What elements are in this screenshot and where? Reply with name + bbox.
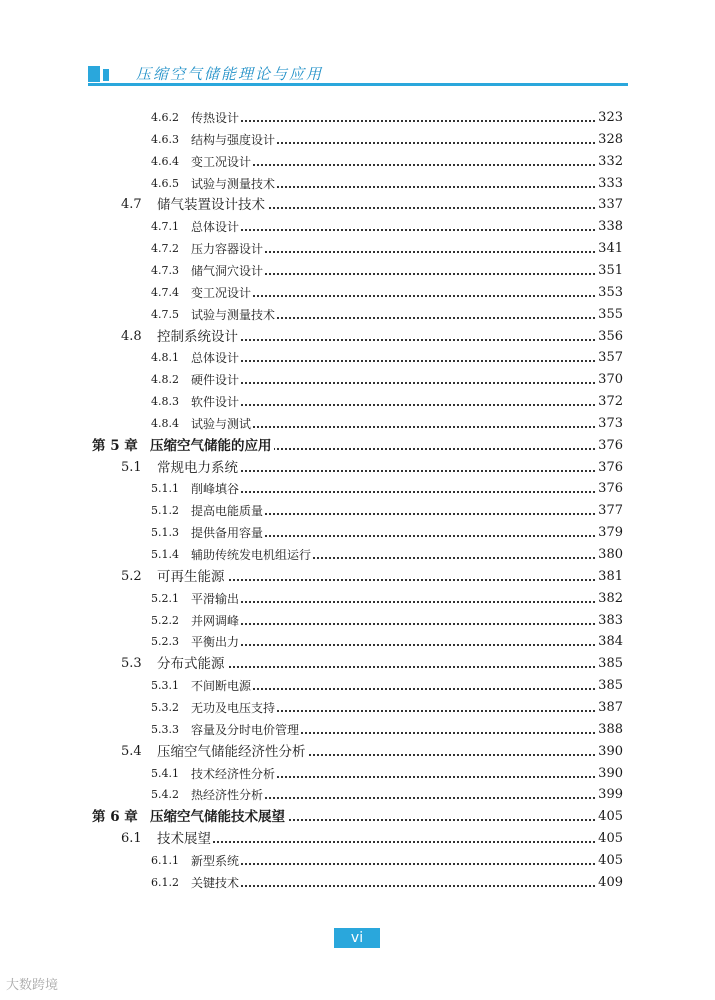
toc-entry-number: 5.4.2 xyxy=(151,788,179,802)
toc-entry[interactable] xyxy=(0,326,715,348)
toc-entry-title: 压缩空气储能技术展望 xyxy=(150,806,287,828)
toc-entry-page: 351 xyxy=(596,260,623,282)
toc-entry-page: 338 xyxy=(596,216,623,238)
toc-entry[interactable] xyxy=(0,478,715,500)
toc-entry-number: 4.8.4 xyxy=(151,416,179,430)
toc-entry-page: 385 xyxy=(596,653,623,675)
toc-entry-number: 5.3 xyxy=(121,656,142,672)
toc-entry-title: 无功及电压支持 xyxy=(191,697,277,719)
toc-entry[interactable] xyxy=(0,697,715,719)
toc-entry-page: 356 xyxy=(596,326,623,348)
toc-entry[interactable] xyxy=(0,741,715,763)
header-accent-block xyxy=(88,66,100,82)
toc-entry-page: 390 xyxy=(596,741,623,763)
toc-entry-number: 5.2 xyxy=(121,568,142,584)
toc-entry-title: 控制系统设计 xyxy=(157,326,240,348)
leader-dots xyxy=(200,644,623,646)
toc-entry-number: 5.3.1 xyxy=(151,679,179,693)
toc-entry-page: 405 xyxy=(596,850,623,872)
toc-entry-page: 405 xyxy=(596,828,623,850)
toc-entry-title: 辅助传统发电机组运行 xyxy=(191,544,313,566)
toc-entry-page: 382 xyxy=(596,588,623,610)
toc-entry-page: 373 xyxy=(596,413,623,435)
leader-dots xyxy=(200,295,623,297)
toc-entry[interactable] xyxy=(0,566,715,588)
toc-entry-title: 热经济性分析 xyxy=(191,784,265,806)
watermark: 大数跨境 xyxy=(6,978,59,993)
toc-entry-number: 第 6 章 xyxy=(92,809,138,826)
toc-entry-title: 并网调峰 xyxy=(191,610,241,632)
toc-entry[interactable] xyxy=(0,872,715,894)
toc-entry[interactable] xyxy=(0,304,715,326)
toc-entry[interactable] xyxy=(0,151,715,173)
toc-entry-number: 5.3.2 xyxy=(151,700,179,714)
toc-entry-title: 平衡出力 xyxy=(191,631,241,653)
toc-entry-number: 4.8 xyxy=(121,328,142,344)
toc-entry[interactable] xyxy=(0,457,715,479)
leader-dots xyxy=(200,885,623,887)
toc-entry[interactable] xyxy=(0,129,715,151)
toc-entry[interactable] xyxy=(0,631,715,653)
toc-entry[interactable] xyxy=(0,850,715,872)
toc-entry-number: 4.7.1 xyxy=(151,220,179,234)
toc-entry-page: 372 xyxy=(596,391,623,413)
toc-entry[interactable] xyxy=(0,828,715,850)
toc-entry-number: 4.8.1 xyxy=(151,351,179,365)
header-accent-block-small xyxy=(103,69,109,81)
toc-entry-number: 4.8.2 xyxy=(151,373,179,387)
toc-entry-title: 压力容器设计 xyxy=(191,238,265,260)
toc-entry-number: 6.1.1 xyxy=(151,853,179,867)
toc-entry-page: 383 xyxy=(596,610,623,632)
toc-entry-number: 5.2.3 xyxy=(151,635,179,649)
header-rule xyxy=(88,83,628,86)
toc-entry-page: 357 xyxy=(596,347,623,369)
toc-entry-page: 390 xyxy=(596,763,623,785)
toc-entry[interactable] xyxy=(0,763,715,785)
toc-entry[interactable] xyxy=(0,806,715,828)
toc-entry[interactable] xyxy=(0,675,715,697)
toc-entry-title: 可再生能源 xyxy=(157,566,227,588)
toc-entry[interactable] xyxy=(0,435,715,457)
toc-entry-number: 5.3.3 xyxy=(151,722,179,736)
toc-entry-number: 4.7.3 xyxy=(151,263,179,277)
leader-dots xyxy=(200,601,623,603)
toc-entry-title: 变工况设计 xyxy=(191,151,253,173)
toc-entry-number: 5.4.1 xyxy=(151,766,179,780)
toc-entry-title: 提供备用容量 xyxy=(191,522,265,544)
toc-entry-title: 平滑输出 xyxy=(191,588,241,610)
toc-entry-page: 384 xyxy=(596,631,623,653)
toc-entry-title: 技术展望 xyxy=(157,828,213,850)
toc-entry-number: 4.8.3 xyxy=(151,395,179,409)
toc-entry-title: 新型系统 xyxy=(191,850,241,872)
toc-entry-number: 4.7.5 xyxy=(151,307,179,321)
toc-entry-number: 5.1.1 xyxy=(151,482,179,496)
toc-entry[interactable] xyxy=(0,347,715,369)
toc-entry[interactable] xyxy=(0,282,715,304)
toc-entry-number: 4.6.2 xyxy=(151,111,179,124)
toc-entry-page: 355 xyxy=(596,304,623,326)
toc-entry-title: 削峰填谷 xyxy=(191,478,241,500)
toc-entry-number: 5.1 xyxy=(121,459,142,475)
toc-entry[interactable] xyxy=(0,391,715,413)
toc-entry-number: 4.7.4 xyxy=(151,285,179,299)
leader-dots xyxy=(200,164,623,166)
leader-dots xyxy=(165,666,623,668)
leader-dots xyxy=(200,688,623,690)
toc-entry-page: 377 xyxy=(596,500,623,522)
toc-entry-page: 381 xyxy=(596,566,623,588)
toc-entry-number: 4.7 xyxy=(121,197,142,213)
toc-entry[interactable] xyxy=(0,260,715,282)
toc-entry-title: 试验与测量技术 xyxy=(191,173,277,195)
toc-entry-number: 5.2.2 xyxy=(151,613,179,627)
toc-entry-title: 提高电能质量 xyxy=(191,500,265,522)
toc-entry-number: 6.1.2 xyxy=(151,875,179,889)
leader-dots xyxy=(200,360,623,362)
toc-entry-page: 409 xyxy=(596,872,623,894)
toc-entry-page: 370 xyxy=(596,369,623,391)
leader-dots xyxy=(165,579,623,581)
toc-entry-number: 5.1.3 xyxy=(151,526,179,540)
toc-entry-title: 总体设计 xyxy=(191,347,241,369)
toc-entry[interactable] xyxy=(0,784,715,806)
toc-entry-title: 试验与测量技术 xyxy=(191,304,277,326)
toc-entry-page: 333 xyxy=(596,173,623,195)
toc-entry-number: 5.1.2 xyxy=(151,504,179,518)
toc-entry-title: 传热设计 xyxy=(191,107,241,129)
toc-entry-title: 软件设计 xyxy=(191,391,241,413)
toc-entry[interactable] xyxy=(0,238,715,260)
leader-dots xyxy=(200,623,623,625)
toc-entry[interactable] xyxy=(0,500,715,522)
toc-entry-title: 技术经济性分析 xyxy=(191,763,277,785)
leader-dots xyxy=(200,863,623,865)
toc-entry[interactable] xyxy=(0,194,715,216)
toc-entry-page: 380 xyxy=(596,544,623,566)
toc-entry-page: 337 xyxy=(596,194,623,216)
toc-entry[interactable] xyxy=(0,588,715,610)
toc-entry-title: 容量及分时电价管理 xyxy=(191,719,301,741)
toc-entry-title: 储气洞穴设计 xyxy=(191,260,265,282)
toc-entry[interactable] xyxy=(0,107,715,129)
leader-dots xyxy=(200,426,623,428)
toc-entry-page: 385 xyxy=(596,675,623,697)
toc-entry-number: 6.1 xyxy=(121,831,142,847)
toc-entry-page: 328 xyxy=(596,129,623,151)
toc-entry-title: 变工况设计 xyxy=(191,282,253,304)
toc-entry-title: 总体设计 xyxy=(191,216,241,238)
leader-dots xyxy=(200,404,623,406)
toc-entry-title: 试验与测试 xyxy=(191,413,253,435)
toc-entry[interactable] xyxy=(0,216,715,238)
toc-entry-title: 硬件设计 xyxy=(191,369,241,391)
toc-entry-title: 压缩空气储能的应用 xyxy=(150,435,274,457)
leader-dots xyxy=(200,382,623,384)
toc-entry-number: 5.1.4 xyxy=(151,548,179,561)
toc-entry-page: 379 xyxy=(596,522,623,544)
toc-entry-page: 332 xyxy=(596,151,623,173)
toc-entry-title: 关键技术 xyxy=(191,872,241,894)
toc-entry-page: 353 xyxy=(596,282,623,304)
toc-entry-page: 376 xyxy=(596,478,623,500)
toc-entry-page: 376 xyxy=(596,435,623,457)
leader-dots xyxy=(200,229,623,231)
toc-entry-page: 399 xyxy=(596,784,623,806)
toc-entry-number: 5.4 xyxy=(121,743,142,759)
toc-entry-number: 4.6.4 xyxy=(151,154,179,168)
page-number-badge: vi xyxy=(334,928,380,948)
toc-entry-page: 323 xyxy=(596,107,623,129)
toc-entry-page: 388 xyxy=(596,719,623,741)
toc-entry[interactable] xyxy=(0,413,715,435)
toc-entry-page: 405 xyxy=(596,806,623,828)
toc-entry-title: 不间断电源 xyxy=(191,675,253,697)
toc-entry[interactable] xyxy=(0,544,715,566)
toc-entry[interactable] xyxy=(0,173,715,195)
toc-entry-page: 387 xyxy=(596,697,623,719)
toc-entry-title: 常规电力系统 xyxy=(157,457,240,479)
toc-entry-page: 341 xyxy=(596,238,623,260)
leader-dots xyxy=(200,491,623,493)
toc-entry-number: 4.7.2 xyxy=(151,242,179,256)
toc-entry-title: 结构与强度设计 xyxy=(191,129,277,151)
toc-entry-number: 4.6.5 xyxy=(151,176,179,190)
toc-entry[interactable] xyxy=(0,522,715,544)
toc-entry[interactable] xyxy=(0,653,715,675)
leader-dots xyxy=(200,120,623,122)
toc-entry[interactable] xyxy=(0,610,715,632)
toc-entry-title: 储气装置设计技术 xyxy=(157,194,267,216)
toc-entry[interactable] xyxy=(0,369,715,391)
toc-entry[interactable] xyxy=(0,719,715,741)
toc-entry-title: 分布式能源 xyxy=(157,653,227,675)
toc-entry-number: 5.2.1 xyxy=(151,591,179,605)
leader-dots xyxy=(165,841,623,843)
toc-entry-number: 第 5 章 xyxy=(92,437,138,454)
toc-entry-title: 压缩空气储能经济性分析 xyxy=(157,741,308,763)
book-title: 压缩空气储能理论与应用 xyxy=(136,65,324,83)
running-header xyxy=(88,64,628,86)
toc-entry-page: 376 xyxy=(596,457,623,479)
toc-entry-number: 4.6.3 xyxy=(151,132,179,146)
